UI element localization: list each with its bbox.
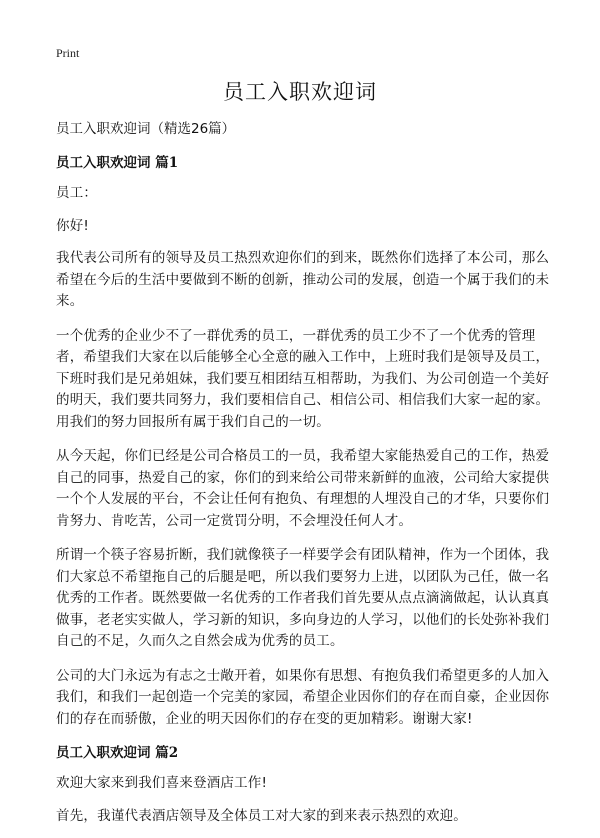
print-link[interactable]: Print bbox=[56, 46, 80, 60]
page-title: 员工入职欢迎词 bbox=[223, 80, 377, 104]
document-subtitle: 员工入职欢迎词（精选26篇） bbox=[56, 121, 236, 137]
document-body bbox=[56, 119, 552, 838]
greeting: 员工： bbox=[56, 185, 98, 201]
paragraph: 首先，我谨代表酒店领导及全体员工对大家的到来表示热烈的欢迎。 bbox=[56, 807, 467, 824]
salutation: 你好! bbox=[56, 217, 90, 234]
paragraph: 从今天起，你们已经是公司合格员工的一员，我希望大家能热爱自己的工作，热爱自己的同事，热爱自己的家，你们的到来给公司带来新鲜的血液，公司给大家提供一个个人发展的平台，不会让任何有抱负、有理想的人埋没自己的才华，只要你们肯努力、肯吃苦，公司一定赏罚分明，不会埋没任何人才。 bbox=[56, 448, 550, 529]
paragraph: 一个优秀的企业少不了一群优秀的员工，一群优秀的员工少不了一个优秀的管理者，希望我们大家在以后能够全心全意的融入工作中，上班时我们是领导及员工，下班时我们是兄弟姐妹，我们要互相团结互相帮助，为我们、为公司创造一个美好的明天，我们要共同努力，我们要相信自己、相信公司、相信我们大家一起的家。用我们的努力回报所有属于我们自己的一切。 bbox=[56, 327, 550, 430]
paragraph: 公司的大门永远为有志之士敞开着，如果你有思想、有抱负我们希望更多的人加入我们，和我们一起创造一个完美的家园，希望企业因你们的存在而自豪，企业因你们的存在而骄傲，企业的明天因你们的存在变的更加精彩。谢谢大家! bbox=[56, 667, 550, 727]
section-heading-2: 员工入职欢迎词 篇2 bbox=[56, 745, 179, 761]
paragraph: 我代表公司所有的领导及员工热烈欢迎你们的到来，既然你们选择了本公司，那么希望在今后的生活中要做到不断的创新，推动公司的发展，创造一个属于我们的未来。 bbox=[56, 250, 550, 309]
paragraph: 欢迎大家来到我们喜来登酒店工作! bbox=[56, 775, 268, 791]
paragraph: 所谓一个筷子容易折断，我们就像筷子一样要学会有团队精神，作为一个团体，我们大家总不希望拖自己的后腿是吧，所以我们要努力上进，以团队为己任，做一名优秀的工作者。既然要做一名优秀的工作者我们首先要从点点滴滴做起，认认真真做事，老老实实做人，学习新的知识，多向身边的人学习，以他们的长处弥补我们自己的不足，久而久之自然会成为优秀的员工。 bbox=[56, 547, 550, 649]
section-heading-1: 员工入职欢迎词 篇1 bbox=[56, 155, 179, 171]
